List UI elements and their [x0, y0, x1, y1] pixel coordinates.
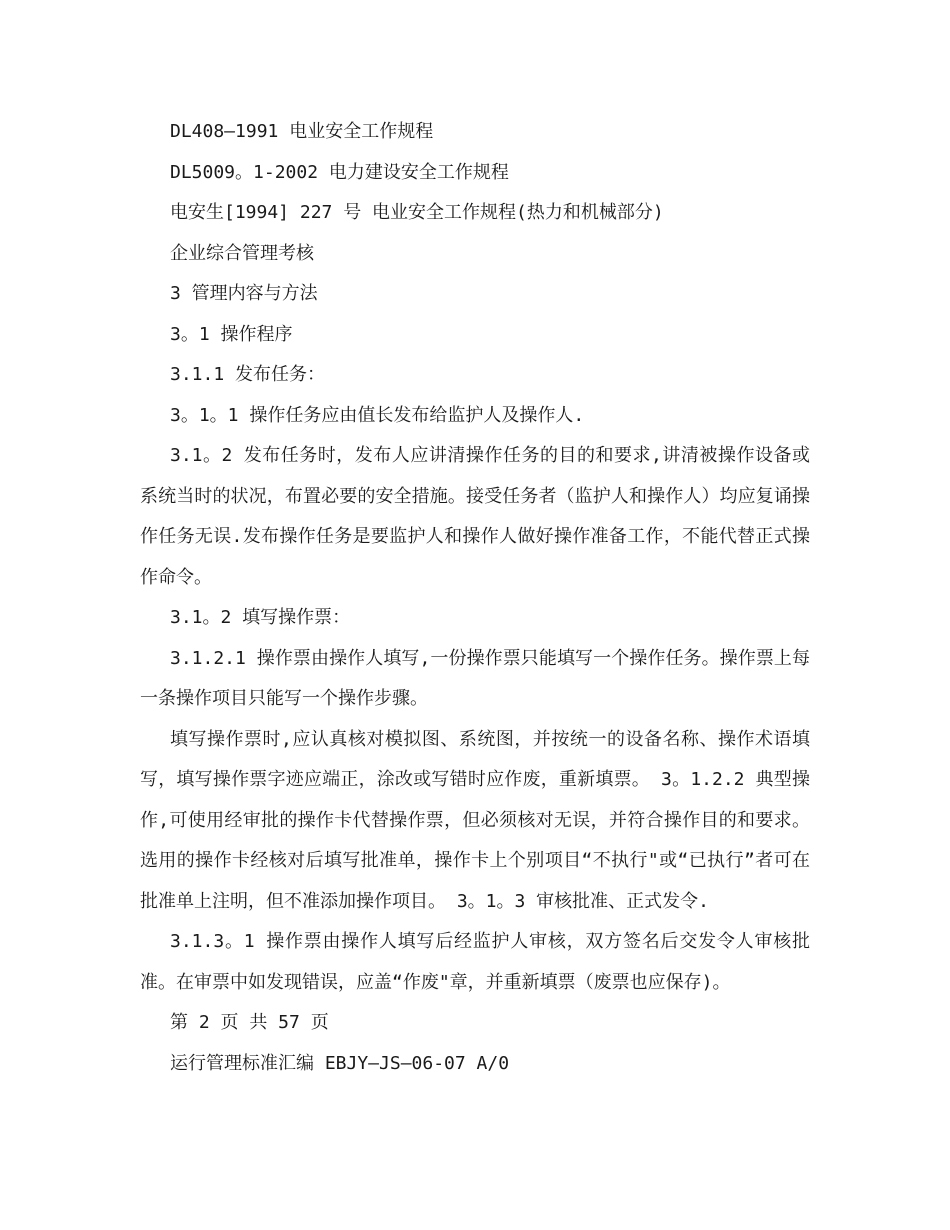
document-body: [140, 112, 810, 1084]
paragraph-3-1-1-1: 3。1。1 操作任务应由值长发布给监护人及操作人.: [170, 404, 585, 426]
paragraph-fill-ticket: 填写操作票时,应认真核对模拟图、系统图，并按统一的设备名称、操作术语填写，填写操作票字迹应端正，涂改或写错时应作废，重新填票。 3。1.2.2 典型操作,可使用经审批的操作卡代替操作票，但必须核对无误，并符合操作目的和要求。选用的操作卡经核对后填写批准单，操作卡上个别项目“不执行"或“已执行”者可在批准单上注明，但不准添加操作项目。 3。1。3 审核批准、正式发令.: [140, 728, 810, 912]
reference-dianansheng: 电安生[1994] 227 号 电业安全工作规程(热力和机械部分): [170, 202, 664, 223]
page-number: 第 2 页 共 57 页: [170, 1012, 329, 1033]
section-3-1-2-heading: 3.1。2 填写操作票：: [170, 607, 351, 628]
paragraph-3-1-3-1: 3.1.3。1 操作票由操作人填写后经监护人审核，双方签名后交发令人审核批准。在审票中如发现错误，应盖“作废"章，并重新填票（废票也应保存)。: [140, 931, 810, 993]
section-3-1-1-heading: 3.1.1 发布任务：: [170, 364, 326, 385]
reference-dl5009: DL5009。1-2002 电力建设安全工作规程: [170, 161, 509, 183]
reference-dl408: DL408—1991 电业安全工作规程: [170, 121, 434, 142]
section-3-1-heading: 3。1 操作程序: [170, 323, 293, 345]
paragraph-3-1-1-2: 3.1。2 发布任务时，发布人应讲清操作任务的目的和要求,讲清被操作设备或系统当时的状况，布置必要的安全措施。接受任务者（监护人和操作人）均应复诵操作任务无误.发布操作任务是要监护人和操作人做好操作准备工作，不能代替正式操作命令。: [140, 445, 810, 588]
section-3-heading: 3 管理内容与方法: [170, 283, 318, 304]
reference-enterprise-assessment: 企业综合管理考核: [170, 242, 314, 264]
paragraph-3-1-2-1: 3.1.2.1 操作票由操作人填写,一份操作票只能填写一个操作任务。操作票上每一条操作项目只能写一个操作步骤。: [140, 647, 810, 709]
document-footer: 运行管理标准汇编 EBJY—JS—06-07 A/0: [170, 1052, 510, 1074]
